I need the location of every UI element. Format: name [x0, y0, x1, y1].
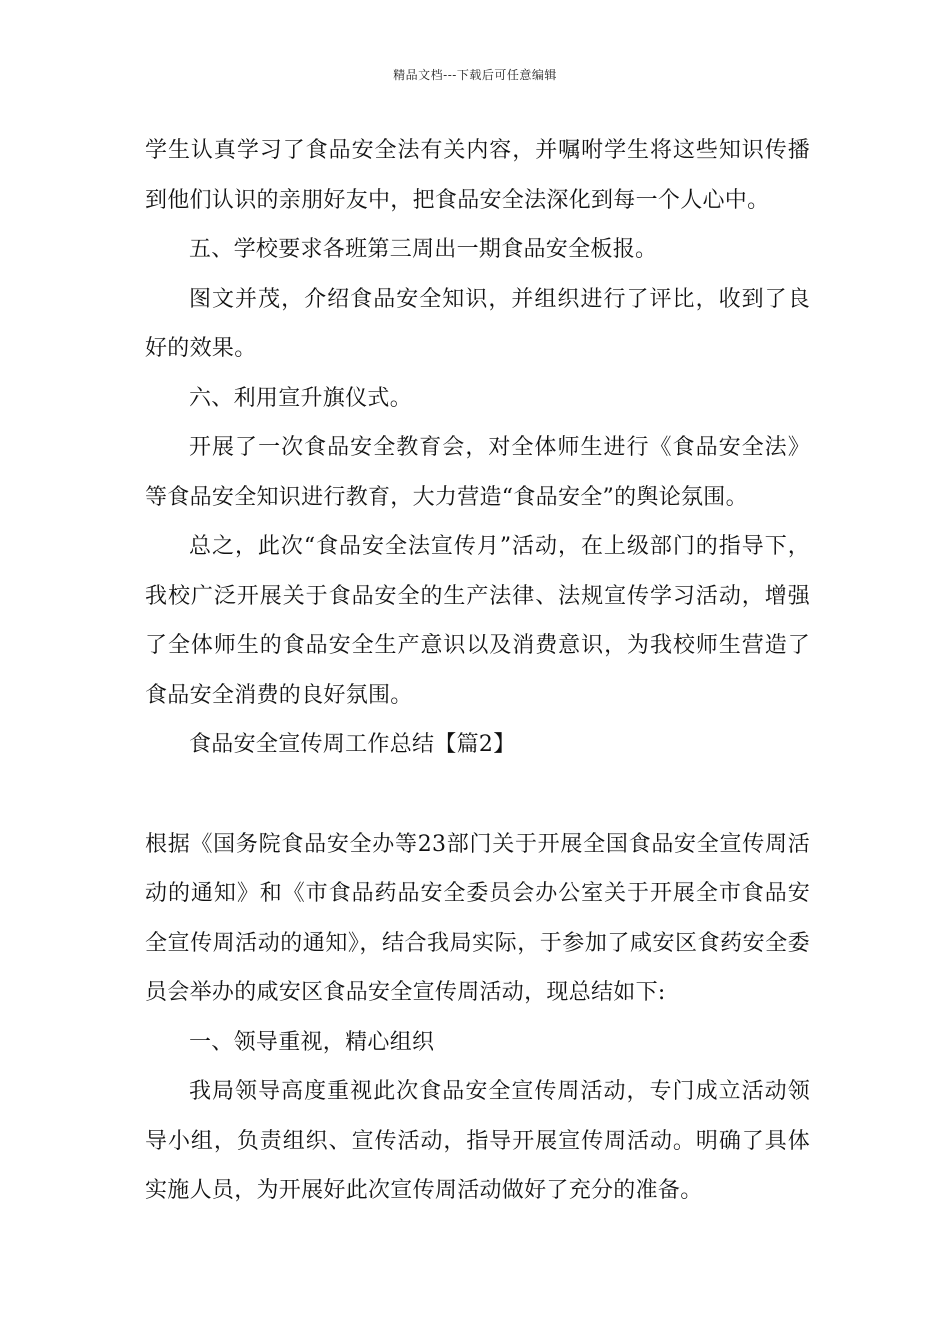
section-heading: 食品安全宣传周工作总结【篇2】	[189, 732, 516, 757]
paragraph-9: 一、领导重视，精心组织	[189, 1029, 435, 1055]
paragraph-5: 开展了一次食品安全教育会，对全体师生进行《食品安全法》等食品安全知识进行教育，大力营造“食品安全”的舆论氛围。	[145, 435, 810, 510]
blank-line	[145, 770, 810, 820]
page-header: 精品文档---下载后可任意编辑	[393, 68, 557, 82]
paragraph-4: 六、利用宣升旗仪式。	[189, 385, 413, 411]
paragraph-3: 图文并茂，介绍食品安全知识，并组织进行了评比，收到了良好的效果。	[145, 286, 810, 361]
paragraph-2: 五、学校要求各班第三周出一期食品安全板报。	[189, 237, 658, 262]
document-body	[145, 126, 810, 1216]
paragraph-8: 根据《国务院食品安全办等23部门关于开展全国食品安全宣传周活动的通知》和《市食品药品安全委员会办公室关于开展全市食品安全宣传周活动的通知》，结合我局实际，于参加了咸安区食药安全委员会举办的咸安区食品安全宣传周活动，现总结如下:	[145, 831, 810, 1005]
paragraph-1: 学生认真学习了食品安全法有关内容，并嘱咐学生将这些知识传播到他们认识的亲朋好友中，把食品安全法深化到每一个人心中。	[145, 138, 810, 213]
paragraph-10: 我局领导高度重视此次食品安全宣传周活动，专门成立活动领导小组，负责组织、宣传活动，指导开展宣传周活动。明确了具体实施人员，为开展好此次宣传周活动做好了充分的准备。	[145, 1079, 810, 1203]
paragraph-6: 总之，此次“食品安全法宣传月”活动，在上级部门的指导下，我校广泛开展关于食品安全的生产法律、法规宣传学习活动，增强了全体师生的食品安全生产意识以及消费意识，为我校师生营造了食品安全消费的良好氛围。	[145, 534, 810, 708]
